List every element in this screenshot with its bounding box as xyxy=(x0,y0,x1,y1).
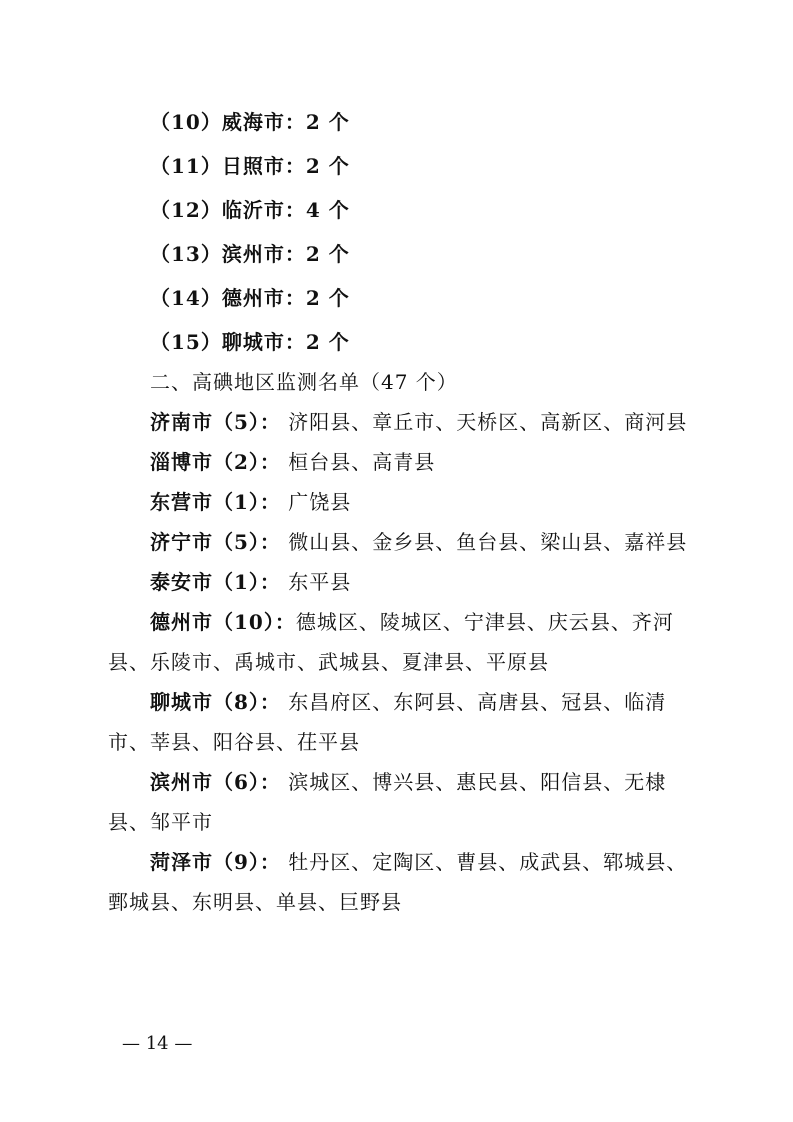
region-name: 德州市（10）： xyxy=(150,610,296,634)
region-name: 滨州市（6）： xyxy=(150,770,281,794)
region-dezhou xyxy=(108,602,698,682)
region-counties: 滨城区、博兴县、惠民县、阳信县、无棣县、邹平市 xyxy=(108,770,667,834)
page-number: — 14 — xyxy=(122,1033,193,1054)
region-counties: 东平县 xyxy=(280,570,352,594)
city-count-linyi: （12）临沂市：4 个 xyxy=(150,198,350,222)
region-dongying xyxy=(108,482,698,522)
region-heze xyxy=(108,842,698,922)
region-name: 菏泽市（9）： xyxy=(150,850,281,874)
region-counties: 桓台县、高青县 xyxy=(280,450,436,474)
region-counties: 东昌府区、东阿县、高唐县、冠县、临清市、莘县、阳谷县、茌平县 xyxy=(108,690,667,754)
region-binzhou xyxy=(108,762,698,842)
region-taian xyxy=(108,562,698,602)
region-name: 泰安市（1）： xyxy=(150,570,281,594)
region-name: 济南市（5）： xyxy=(150,410,281,434)
region-jining xyxy=(108,522,698,562)
section-heading: 二、高碘地区监测名单（47 个） xyxy=(150,370,458,394)
region-jinan xyxy=(108,402,698,442)
region-name: 济宁市（5）： xyxy=(150,530,281,554)
region-name: 聊城市（8）： xyxy=(150,690,281,714)
city-count-weihai: （10）威海市：2 个 xyxy=(150,110,350,134)
region-counties: 德城区、陵城区、宁津县、庆云县、齐河县、乐陵市、禹城市、武城县、夏津县、平原县 xyxy=(108,610,674,674)
region-counties: 广饶县 xyxy=(280,490,352,514)
region-counties: 牡丹区、定陶区、曹县、成武县、郓城县、鄄城县、东明县、单县、巨野县 xyxy=(108,850,688,914)
city-count-binzhou: （13）滨州市：2 个 xyxy=(150,242,350,266)
region-zibo xyxy=(108,442,698,482)
region-counties: 微山县、金乡县、鱼台县、梁山县、嘉祥县 xyxy=(280,530,688,554)
city-count-rizhao: （11）日照市：2 个 xyxy=(150,154,350,178)
region-counties: 济阳县、章丘市、天桥区、高新区、商河县 xyxy=(280,410,688,434)
region-name: 东营市（1）： xyxy=(150,490,281,514)
city-count-dezhou: （14）德州市：2 个 xyxy=(150,286,350,310)
region-liaocheng xyxy=(108,682,698,762)
city-count-liaocheng: （15）聊城市：2 个 xyxy=(150,330,350,354)
region-name: 淄博市（2）： xyxy=(150,450,281,474)
